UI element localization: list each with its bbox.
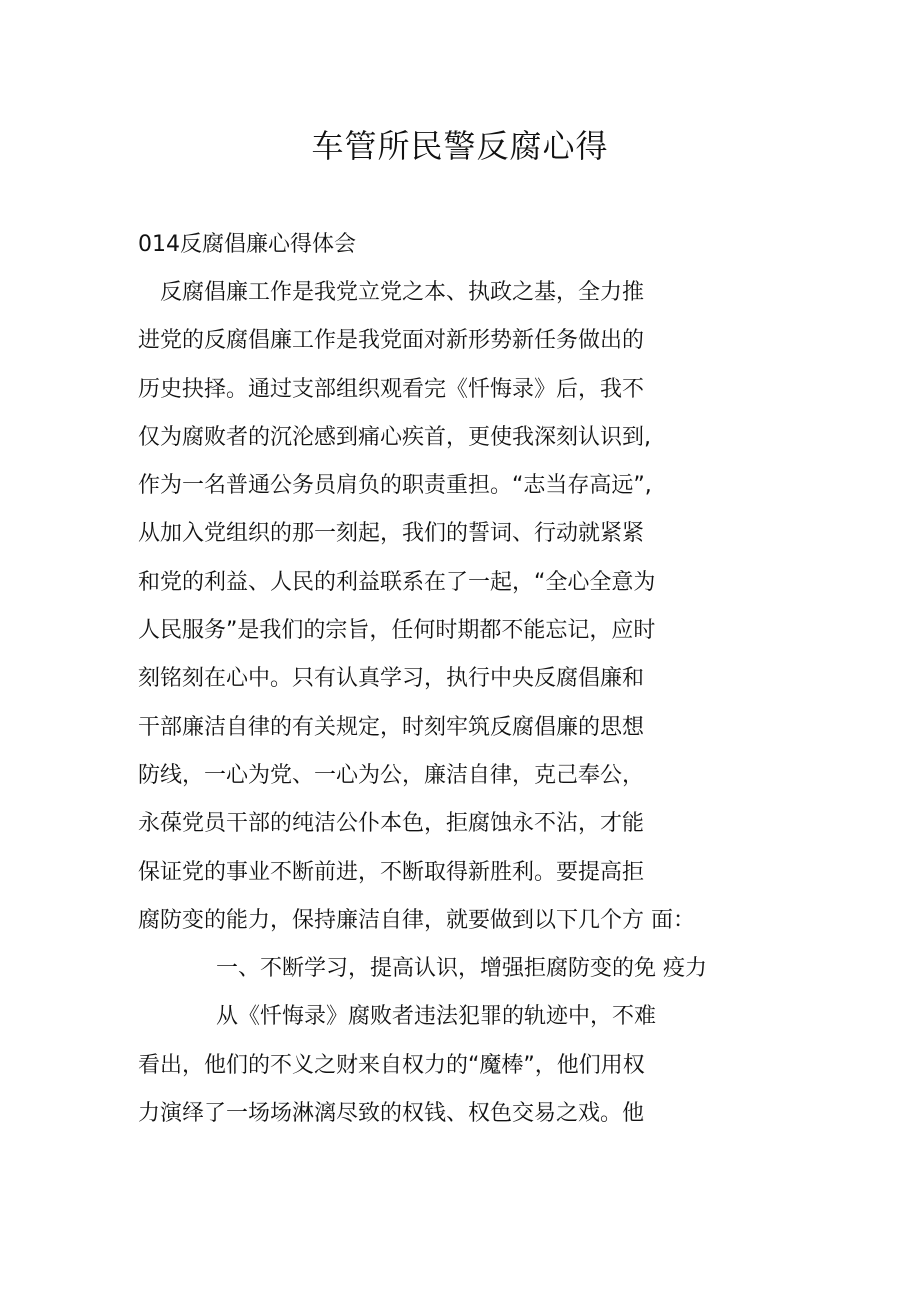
paragraph-line: 仅为腐败者的沉沦感到痛心疾首，更使我深刻认识到, xyxy=(138,424,651,450)
paragraph-line: 从加入党组织的那一刻起，我们的誓词、行动就紧紧 xyxy=(138,521,645,547)
document-title: 车管所民警反腐心得 xyxy=(311,127,609,165)
document-body xyxy=(138,278,798,1147)
paragraph-line: 刻铭刻在心中。只有认真学习，执行中央反腐倡廉和 xyxy=(138,666,645,692)
paragraph-line: 腐防变的能力，保持廉洁自律，就要做到以下几个方 面： xyxy=(138,907,695,933)
paragraph-line: 防线，一心为党、一心为公，廉洁自律，克己奉公， xyxy=(138,762,645,788)
paragraph-line: 力演绎了一场场淋漓尽致的权钱、权色交易之戏。他 xyxy=(138,1101,645,1127)
paragraph-line: 作为一名普通公务员肩负的职责重担。“志当存高远”, xyxy=(138,473,652,499)
document-subtitle: 014反腐倡廉心得体会 xyxy=(138,232,356,257)
paragraph-line: 人民服务”是我们的宗旨，任何时期都不能忘记，应时 xyxy=(138,618,656,644)
paragraph-line: 历史抉择。通过支部组织观看完《忏悔录》后，我不 xyxy=(138,376,645,402)
paragraph-line: 永葆党员干部的纯洁公仆本色，拒腐蚀永不沾，才能 xyxy=(138,811,645,837)
paragraph-line: 干部廉洁自律的有关规定，时刻牢筑反腐倡廉的思想 xyxy=(138,714,645,740)
paragraph-line: 从《忏悔录》腐败者违法犯罪的轨迹中，不难 xyxy=(216,1004,657,1030)
section-heading-line: 一、不断学习，提高认识，增强拒腐防变的免 疫力 xyxy=(216,956,707,982)
paragraph-line: 看出，他们的不义之财来自权力的“魔棒”，他们用权 xyxy=(138,1052,645,1078)
paragraph-line: 和党的利益、人民的利益联系在了一起，“全心全意为 xyxy=(138,569,656,595)
paragraph-line: 保证党的事业不断前进，不断取得新胜利。要提高拒 xyxy=(138,859,645,885)
paragraph-line: 进党的反腐倡廉工作是我党面对新形势新任务做出的 xyxy=(138,328,645,354)
paragraph-line: 反腐倡廉工作是我党立党之本、执政之基，全力推 xyxy=(160,280,645,305)
